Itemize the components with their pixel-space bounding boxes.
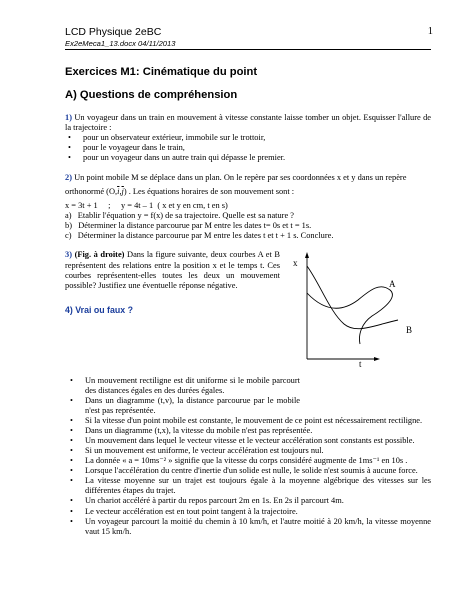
question-1-body: Un voyageur dans un train en mouvement à vitesse constante laisse tomber un objet. Esquisser l'allure de la trajectoire : (65, 112, 431, 132)
page-header (65, 26, 431, 50)
question-2-number: 2) (65, 172, 72, 182)
list-item: • Le vecteur accélération est en tout point tangent à la trajectoire. (70, 506, 298, 516)
question-3-block (65, 250, 431, 371)
y-axis-arrow (305, 252, 309, 258)
question-3-number: 3) (65, 250, 72, 260)
list-item: • pour le voyageur dans le train, (68, 142, 185, 152)
list-item: • pour un voyageur dans un autre train qui dépasse le premier. (68, 152, 286, 162)
list-item: • Un chariot accéléré à partir du repos parcourt 2m en 1s. En 2s il parcourt 4m. (70, 496, 344, 506)
question-3-text (65, 250, 280, 290)
list-item: • La donnée « a = 10ms⁻² » signifie que la vitesse du corps considéré augmente de 1ms⁻¹ en 10s . (70, 456, 408, 466)
section-a-heading: A) Questions de compréhension (65, 89, 238, 102)
unit-vector-i: $\overline{i}$ (117, 187, 120, 197)
position-time-figure (280, 250, 430, 371)
header-title: LCD Physique 2eBC (65, 26, 162, 38)
question-2-equations: x = 3t + 1 ; y = 4t – 1 ( x et y en cm, t en s) (65, 201, 228, 211)
question-2-part-a: a) Etablir l'équation y = f(x) de sa trajectoire. Quelle est sa nature ? (65, 211, 295, 221)
question-1 (65, 113, 431, 163)
header-rule (65, 49, 431, 50)
list-item: • Si un mouvement est uniforme, le vecteur accélération est toujours nul. (70, 446, 324, 456)
list-item: • Dans un diagramme (t,x), la vitesse du mobile n'est pas représentée. (70, 425, 313, 435)
page (65, 26, 431, 537)
list-item: • Un mouvement rectiligne est dit uniforme si le mobile parcourt des distances égales en des durées égales. (70, 375, 300, 395)
curve-a (307, 287, 392, 344)
list-item: • Un mouvement dans lequel le vecteur vitesse et le vecteur accélération sont constants est possible. (70, 435, 415, 445)
list-item: • Lorsque l'accélération du centre d'inertie d'un solide est nulle, le solide n'est soumis à aucune force. (70, 466, 418, 476)
curve-b (307, 266, 398, 329)
question-4-list (65, 376, 431, 537)
question-3-label: (Fig. à droite) (74, 250, 125, 260)
header-subtitle: Ex2eMeca1_13.docx 04/11/2013 (65, 38, 176, 48)
question-2 (65, 173, 431, 241)
list-item: • pour un observateur extérieur, immobile sur le trottoir, (68, 132, 266, 142)
position-time-graph (280, 250, 430, 368)
page-number: 1 (427, 26, 433, 37)
question-2-part-c: c) Déterminer la distance parcourue par M entre les dates t et t + 1 s. Conclure. (65, 231, 334, 241)
question-1-list (65, 133, 431, 163)
x-axis-arrow (374, 357, 380, 361)
list-item: • La vitesse moyenne sur un trajet est toujours égale à la moyenne algébrique des vitesses sur les différentes étapes du trajet. (70, 476, 431, 496)
question-3-body: Dans la figure suivante, deux courbes A et B représentent des relations entre la position x et le temps t. Ces courbes représentent-elles toutes les deux un mouvement possible? Justifiez une éventuelle réponse négative. (65, 250, 280, 290)
question-2-frame: orthonormé $(O,\overline{i},\overline{j})$ . Les équations horaires de son mouvement sont : (65, 187, 295, 197)
question-2-part-b: b) Déterminer la distance parcourue par M entre les dates t= 0s et t = 1s. (65, 221, 312, 231)
question-2-text (65, 173, 431, 183)
unit-vector-j: $\overline{j}$ (121, 187, 124, 197)
question-2-body: Un point mobile M se déplace dans un plan. On le repère par ses coordonnées x et y dans un repère (74, 172, 407, 182)
x-axis-label: t (359, 359, 362, 369)
main-title: Exercices M1: Cinématique du point (65, 65, 258, 78)
question-1-number: 1) (65, 112, 72, 122)
curve-a-label: A (389, 279, 396, 290)
question-1-text (65, 113, 431, 133)
list-item: • Un voyageur parcourt la moitié du chemin à 10 km/h, et l'autre moitié à 20 km/h, la vitesse moyenne vaut 15 km/h. (70, 516, 431, 536)
curve-b-label: B (406, 325, 413, 336)
question-3 (65, 250, 280, 371)
list-item: • Dans un diagramme (t,v), la distance parcourue par le mobile n'est pas représentée. (70, 395, 300, 415)
question-4-heading: 4) Vrai ou faux ? (65, 304, 133, 315)
y-axis-label: x (293, 258, 298, 269)
list-item: • Si la vitesse d'un point mobile est constante, le mouvement de ce point est nécessairement rectiligne. (70, 415, 423, 425)
